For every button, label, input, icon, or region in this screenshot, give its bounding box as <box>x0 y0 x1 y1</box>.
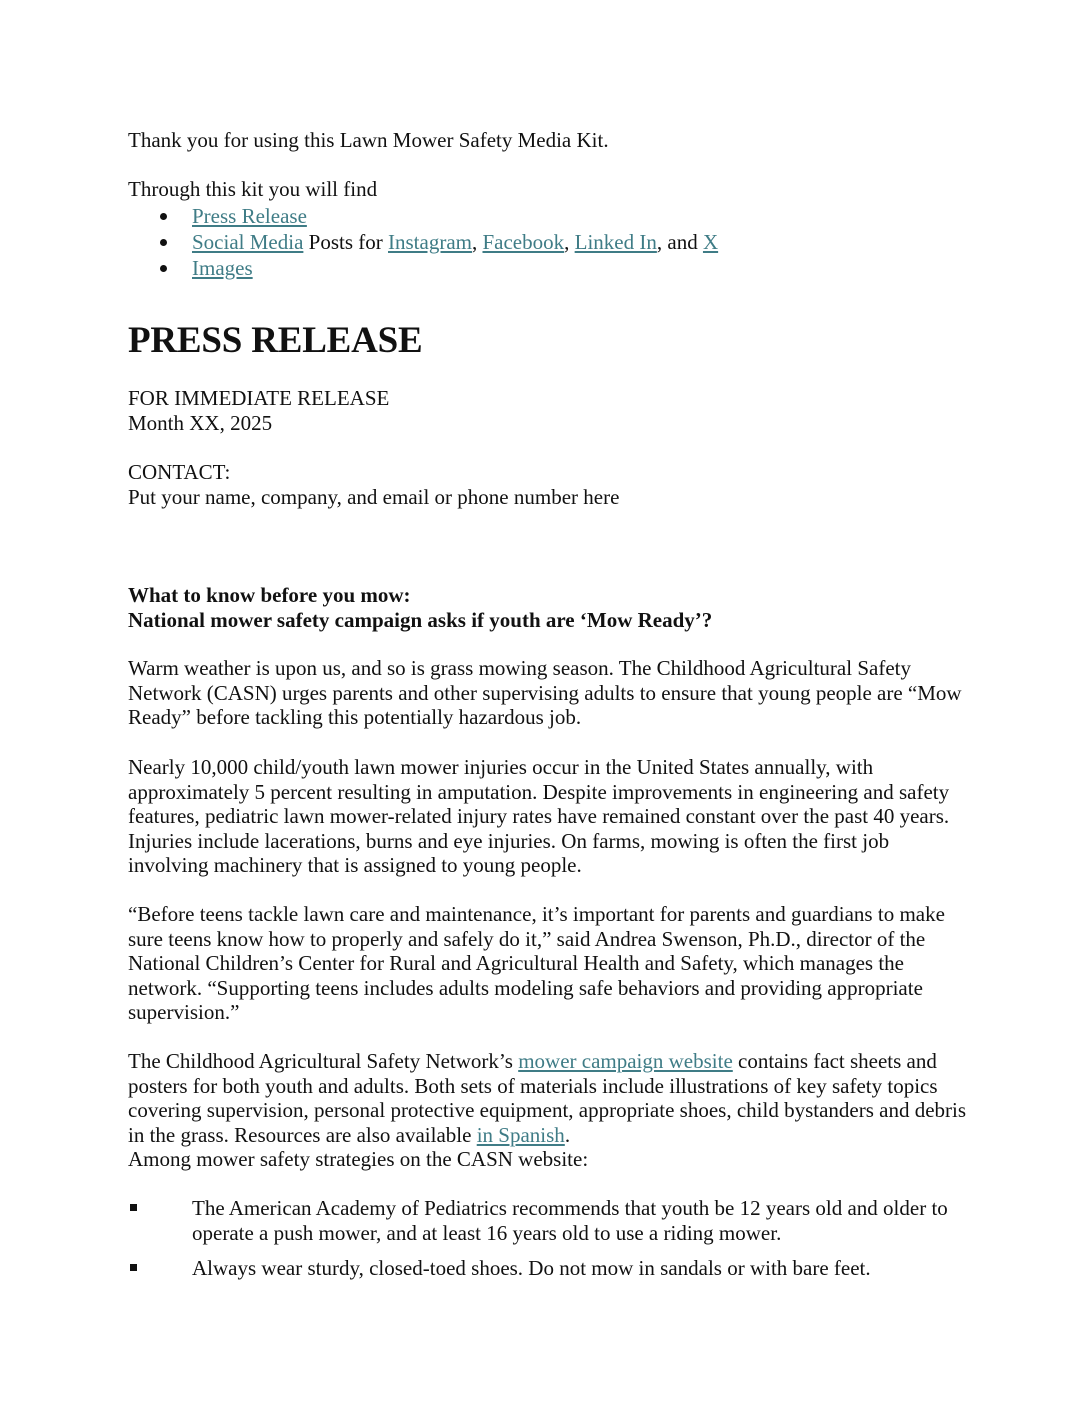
list-item <box>128 255 718 281</box>
page-title: PRESS RELEASE <box>128 320 423 361</box>
list-item <box>128 1256 968 1281</box>
paragraph-3: “Before teens tackle lawn care and maintenance, it’s important for parents and guardians to make sure teens know how to properly and safely do it,” said Andrea Swenson, Ph.D., director of the National Children’s Center for Rural and Agricultural Health and Safety, which manages the network. “Supporting teens includes adults modeling safe behaviors and providing appropriate supervision.” <box>128 902 945 1024</box>
safety-strategies-list <box>128 1196 968 1292</box>
x-link[interactable]: X <box>702 230 719 254</box>
posts-for-text: Posts for <box>303 230 388 254</box>
paragraph-4-text: The Childhood Agricultural Safety Network’s <box>128 1049 519 1073</box>
separator-text: , <box>564 230 575 254</box>
headline <box>128 583 968 632</box>
release-info <box>128 386 968 435</box>
separator-text: , and <box>656 230 703 254</box>
press-release-link[interactable]: Press Release <box>192 204 307 228</box>
instagram-link[interactable]: Instagram <box>388 230 472 254</box>
linkedin-link[interactable]: Linked In <box>574 230 657 254</box>
paragraph-5: Among mower safety strategies on the CASN website: <box>128 1147 589 1171</box>
paragraph-4 <box>128 1049 968 1147</box>
list-item <box>128 203 718 229</box>
contact-text: Put your name, company, and email or phone number here <box>128 484 620 509</box>
paragraph-4-text: contains fact sheets and posters for both youth and adults. Both sets of materials include illustrations of key safety topics covering supervision, personal protective equipment, appropriate shoes, child bystanders and debris in the grass. Resources are also available <box>128 1049 967 1147</box>
contact-label: CONTACT: <box>128 460 231 484</box>
paragraph-2: Nearly 10,000 child/youth lawn mower injuries occur in the United States annually, with approximately 5 percent resulting in amputation. Despite improvements in engineering and safety features, pediatric lawn mower-related injury rates have remained constant over the past 40 years. Injuries include lacerations, burns and eye injuries. On farms, mowing is often the first job involving machinery that is assigned to young people. <box>128 755 950 877</box>
headline-line-2: National mower safety campaign asks if youth are ‘Mow Ready’? <box>128 607 713 632</box>
mower-campaign-website-link[interactable]: mower campaign website <box>518 1049 733 1073</box>
in-spanish-link[interactable]: in Spanish <box>476 1122 565 1147</box>
list-item <box>128 229 718 255</box>
release-date: Month XX, 2025 <box>128 410 273 435</box>
immediate-release-label: FOR IMMEDIATE RELEASE <box>128 386 390 410</box>
facebook-link[interactable]: Facebook <box>482 230 565 254</box>
thank-you-text: Thank you for using this Lawn Mower Safety Media Kit. <box>128 128 609 152</box>
headline-line-1: What to know before you mow: <box>128 583 411 607</box>
social-media-link[interactable]: Social Media <box>192 230 304 254</box>
bullet-icon <box>160 213 167 220</box>
paragraph-4-text: . <box>564 1122 571 1147</box>
strategy-text: The American Academy of Pediatrics recommends that youth be 12 years old and older to operate a push mower, and at least 16 years old to use a riding mower. <box>192 1196 948 1245</box>
kit-intro-text: Through this kit you will find <box>128 177 378 201</box>
list-item <box>128 1196 968 1245</box>
contact-block <box>128 460 968 509</box>
bullet-icon <box>160 265 167 272</box>
separator-text: , <box>471 230 483 254</box>
strategy-text: Always wear sturdy, closed-toed shoes. Do not mow in sandals or with bare feet. <box>192 1256 871 1280</box>
kit-contents-list <box>128 203 718 281</box>
square-bullet-icon <box>130 1264 137 1271</box>
square-bullet-icon <box>130 1204 137 1211</box>
bullet-icon <box>160 239 167 246</box>
images-link[interactable]: Images <box>192 256 253 280</box>
paragraph-1: Warm weather is upon us, and so is grass mowing season. The Childhood Agricultural Safety Network (CASN) urges parents and other supervising adults to ensure that young people are “Mow Ready” before tackling this potentially hazardous job. <box>128 656 962 729</box>
